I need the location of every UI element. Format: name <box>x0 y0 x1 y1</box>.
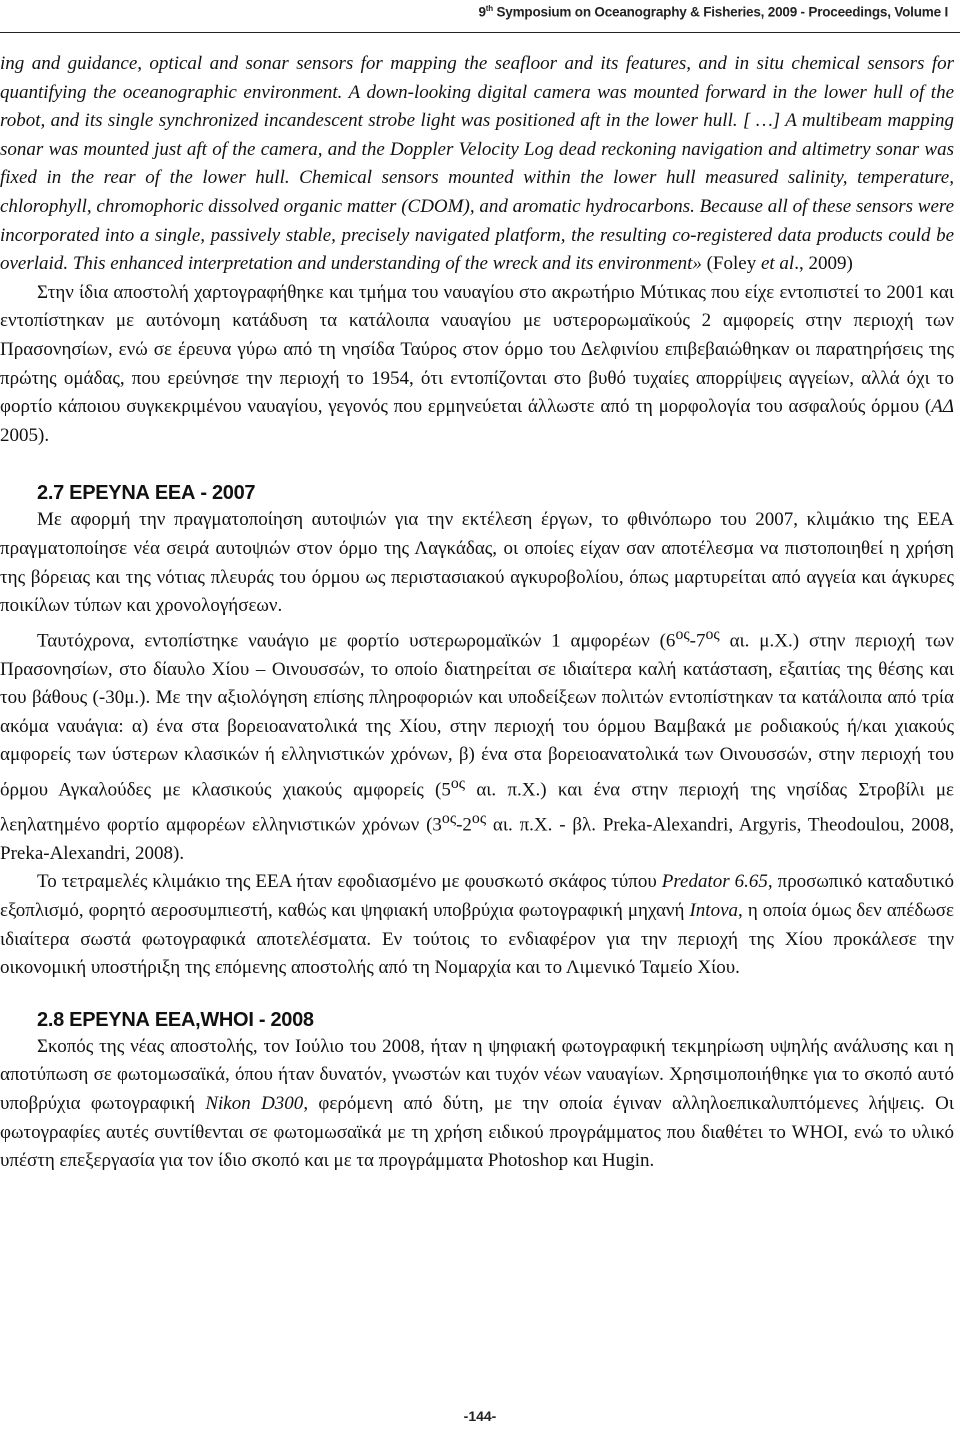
text-segment: , η οποία όμως δεν απέδωσε ιδιαίτερα σωστά φωτογραφικά αποτελέσματα. Εν τούτοις το ενδιαφέρον για την περιοχή της Χίου προκάλεσε την οικονομική υποστήριξη της επόμενης αποστολής από τη Νομαρχία και το Λιμενικό Ταμείο Χίου. <box>0 900 954 979</box>
running-header <box>478 4 948 20</box>
ordinal-superscript: ος <box>441 809 457 827</box>
camera-model: Intova <box>689 900 739 922</box>
ordinal-superscript: ος <box>471 809 487 827</box>
text-segment: Ταυτόχρονα, εντοπίστηκε ναυάγιο με φορτίο υστερωρομαϊκών 1 αμφορέων (6 <box>37 630 676 652</box>
paragraph-2008-mission <box>0 1033 954 1176</box>
paragraph-italic: ΑΔ <box>931 396 954 418</box>
text-segment: αι. π.Χ.) και ένα στην περιοχή της νησίδας Στροβίλι με λεηλατημένο φορτίο αμφορέων ελληνιστικών χρόνων (3 <box>0 779 954 836</box>
paragraph-text: Στην ίδια αποστολή χαρτογραφήθηκε και τμήμα του ναυαγίου στο ακρωτήριο Μύτικας που είχε εντοπιστεί το 2001 και εντοπίστηκαν με αυτόνομη κατάδυση τα κατάλοιπα ναυαγίου με υστερορωμαϊκούς 2 αμφορείς στην περιοχή των Πρασονησίων, ενώ σε έρευνα γύρω από τη νησίδα Ταύρος στον όρμο του Δελφινίου επιβεβαιώθηκαν οι παρατηρήσεις της πρώτης ομάδας, που ερεύνησε την περιοχή το 1954, ότι εντοπίζονται στο βυθό τυχαίες απορρίψεις αγγείων, αλλά όχι το φορτίο κάποιου συγκεκριμένου ναυαγίου, γεγονός που ερμηνεύεται άλλωστε από τη μορφολογία του ασφαλούς όρμου ( <box>0 281 954 418</box>
camera-model: Nikon D300 <box>205 1092 304 1114</box>
section-heading-2-8: 2.8 ΕΡΕΥΝΑ ΕΕΑ,WHOI - 2008 <box>37 1008 314 1031</box>
ordinal-superscript: ος <box>450 774 466 792</box>
text-segment: -2 <box>456 814 472 836</box>
citation-year: ., 2009) <box>794 253 853 275</box>
text-segment: αι. π.Χ. - βλ. Preka-Alexandri, Argyris, Theodoulou, 2008, Preka-Alexandri, 2008). <box>0 814 954 864</box>
paragraph-end: 2005). <box>0 424 50 446</box>
quote-text: ing and guidance, optical and sonar sensors for mapping the seafloor and its features, and in situ chemical sensors for quantifying the oceanographic environment. A down-looking digital camera was mounted forward in the lower hull of the robot, and its single synchronized incandescent strobe light was positioned aft in the lower hull. [ …] A multibeam mapping sonar was mounted just aft of the camera, and the Doppler Velocity Log dead reckoning navigation and altimetry sonar was fixed in the rear of the lower hull. Chemical sensors mounted within the lower hull measured salinity, temperature, chlorophyll, chromophoric dissolved organic matter (CDOM), and aromatic hydrocarbons. Because all of these sensors were incorporated into a single, passively stable, precisely navigated platform, the resulting co-registered data products could be overlaid. This enhanced interpretation and understanding of the wreck and its environment» <box>0 53 954 275</box>
paragraph-mytikas <box>0 279 954 451</box>
text-segment: -7 <box>689 630 706 652</box>
text-segment: , προσωπικό καταδυτικό εξοπλισμό, φορητό αεροσυμπιεστή, καθώς και ψηφιακή υποβρύχια φωτογραφική μηχανή <box>0 871 954 922</box>
citation-etal: et al <box>760 253 795 275</box>
text-segment: αι. μ.Χ.) στην περιοχή των Πρασονησίων, στο δίαυλο Χίου – Οινουσσών, το οποίο διατηρείται σε ιδιαίτερα καλή κατάσταση, εξαιτίας της θέσης και του βάθους (-30μ.). Με την αξιολόγηση επίσης πληροφοριών και υποδείξεων πολιτών εντοπίστηκαν τα κατάλοιπα από τρία ακόμα ναυάγια: α) ένα στα βορειοανατολικά της Χίου, στην περιοχή του όρμου Βαμβακά με ροδιακούς ή/και χιακούς αμφορείς των ύστερων κλασικών ή ελληνιστικών χρόνων, β) ένα στα βορειοανατολικά των Οινουσσών, στην περιοχή του όρμου Αγκαλούδες με κλασικούς χιακούς αμφορείς (5 <box>0 630 954 801</box>
text-segment: Σκοπός της νέας αποστολής, τον Ιούλιο του 2008, ήταν η ψηφιακή φωτογραφική τεκμηρίωση υψηλής ανάλυσης και η αποτύπωση σε φωτομωσαϊκά, όπου ήταν δυνατόν, γνωστών και τυχόν νέων ναυαγίων. Χρησιμοποιήθηκε για το σκοπό αυτό υποβρύχια φωτογραφική <box>0 1035 954 1114</box>
page-body <box>0 50 954 1176</box>
paragraph-equipment <box>0 868 954 982</box>
citation-author: (Foley <box>701 253 761 275</box>
header-title: Symposium on Oceanography & Fisheries, 2009 - Proceedings, Volume I <box>492 4 948 20</box>
section-heading-2-7: 2.7 ΕΡΕΥΝΑ ΕΕΑ - 2007 <box>37 482 256 505</box>
ordinal-superscript: ος <box>705 625 720 643</box>
text-segment: , φερόμενη από δύτη, με την οποία έγιναν αλληλοεπικαλυπτόμενες λήψεις. Οι φωτογραφίες αυτές συντίθενται σε φωτομωσαϊκά με τη χρήση ειδικού προγράμματος που διαθέτει το WHOI, ενώ το υλικό υπέστη επεξεργασία για τον ίδιο σκοπό και με τα προγράμματα Photoshop και Hugin. <box>0 1092 954 1172</box>
paragraph-lagkada: Με αφορμή την πραγματοποίηση αυτοψιών για την εκτέλεση έργων, το φθινόπωρο του 2007, κλιμάκιο της ΕΕΑ πραγματοποίησε νέα σειρά αυτοψιών στον όρμο της Λαγκάδας, οι οποίες είχαν σαν αποτέλεσμα να πιστοποιηθεί η χρήση της βόρειας και της νότιας πλευράς του όρμου ως περιστασιακού αγκυροβολίου, όπως μαρτυρείται από αγγεία και άγκυρες ποικίλων τύπων και χρονολογήσεων. <box>0 509 954 617</box>
header-ordinal-suffix: th <box>485 4 493 13</box>
ordinal-superscript: ος <box>675 625 690 643</box>
page-number: -144- <box>463 1408 497 1424</box>
text-segment: Το τετραμελές κλιμάκιο της ΕΕΑ ήταν εφοδιασμένο με φουσκωτό σκάφος τύπου <box>37 871 662 893</box>
paragraph-shipwrecks <box>0 621 954 869</box>
boat-model: Predator 6.65 <box>661 871 768 893</box>
header-edition-number: 9 <box>478 4 486 20</box>
header-rule <box>0 32 960 33</box>
quote-paragraph <box>0 50 954 279</box>
